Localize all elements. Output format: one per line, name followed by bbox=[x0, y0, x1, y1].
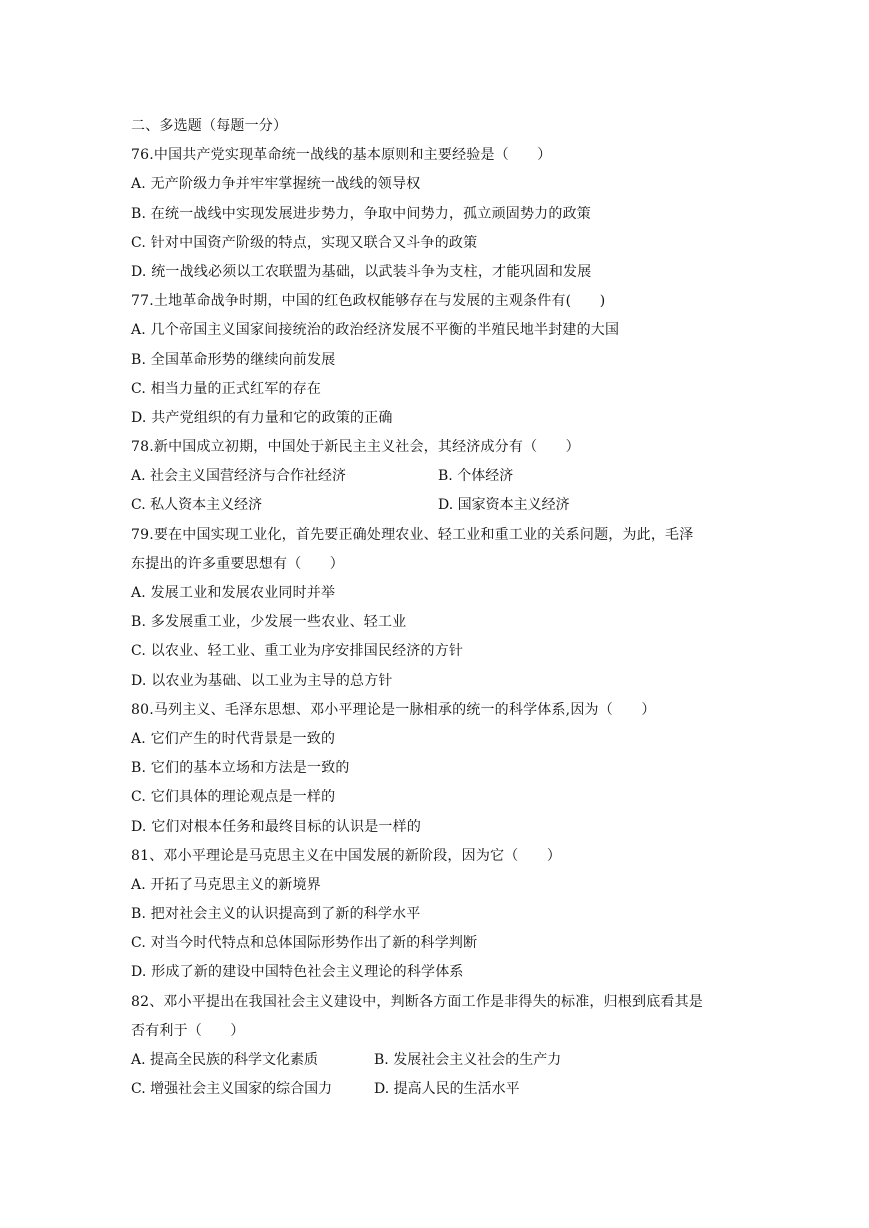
question-82-option-a: A. 提高全民族的科学文化素质 bbox=[131, 1052, 319, 1068]
question-80-option-c: C. 它们具体的理论观点是一样的 bbox=[131, 789, 336, 806]
question-77-stem: 77.土地革命战争时期，中国的红色政权能够存在与发展的主观条件有( ) bbox=[131, 293, 606, 310]
question-80-option-a: A. 它们产生的时代背景是一致的 bbox=[131, 730, 336, 747]
question-82-options-row-2 bbox=[131, 1075, 751, 1104]
question-82-stem-line-1: 82、邓小平提出在我国社会主义建设中，判断各方面工作是非得失的标准，归根到底看其是 bbox=[131, 993, 704, 1010]
question-80-option-b: B. 它们的基本立场和方法是一致的 bbox=[131, 760, 350, 777]
question-81-option-b: B. 把对社会主义的认识提高到了新的科学水平 bbox=[131, 906, 421, 923]
question-79-option-d: D. 以农业为基础、以工业为主导的总方针 bbox=[131, 672, 393, 689]
question-82-option-d: D. 提高人民的生活水平 bbox=[374, 1081, 520, 1098]
question-78-option-a: A. 社会主义国营经济与合作社经济 bbox=[131, 468, 347, 485]
question-78-options-row-2 bbox=[131, 491, 751, 520]
question-78-option-b: B. 个体经济 bbox=[438, 468, 514, 485]
question-76-option-d: D. 统一战线必须以工农联盟为基础，以武装斗争为支柱，才能巩固和发展 bbox=[131, 263, 592, 280]
question-82-stem-line-2: 否有利于（ ） bbox=[131, 1022, 245, 1039]
question-77-option-d: D. 共产党组织的有力量和它的政策的正确 bbox=[131, 409, 393, 426]
question-79-stem-line-1: 79.要在中国实现工业化，首先要正确处理农业、轻工业和重工业的关系问题，为此，毛泽 bbox=[131, 526, 694, 543]
section-header: 二、多选题（每题一分） bbox=[131, 118, 288, 134]
question-81-option-d: D. 形成了新的建设中国特色社会主义理论的科学体系 bbox=[131, 964, 464, 981]
question-79-option-b: B. 多发展重工业，少发展一些农业、轻工业 bbox=[131, 614, 407, 631]
question-80-stem: 80.马列主义、毛泽东思想、邓小平理论是一脉相承的统一的科学体系,因为（ ） bbox=[131, 701, 656, 718]
question-78-option-d: D. 国家资本主义经济 bbox=[438, 497, 570, 514]
question-79-stem-line-2: 东提出的许多重要思想有（ ） bbox=[131, 555, 344, 572]
question-82-options-row-1 bbox=[131, 1046, 751, 1075]
question-81-option-a: A. 开拓了马克思主义的新境界 bbox=[131, 876, 322, 893]
question-79-option-c: C. 以农业、轻工业、重工业为序安排国民经济的方针 bbox=[131, 643, 464, 660]
question-78-stem: 78.新中国成立初期，中国处于新民主主义社会，其经济成分有（ ） bbox=[131, 439, 580, 456]
question-80-option-d: D. 它们对根本任务和最终目标的认识是一样的 bbox=[131, 818, 422, 835]
question-82-option-c: C. 增强社会主义国家的综合国力 bbox=[131, 1081, 333, 1098]
question-78-options-row-1 bbox=[131, 462, 751, 491]
question-82-option-b: B. 发展社会主义社会的生产力 bbox=[374, 1052, 562, 1068]
question-79-option-a: A. 发展工业和发展农业同时并举 bbox=[131, 585, 336, 601]
question-81-stem: 81、邓小平理论是马克思主义在中国发展的新阶段，因为它（ ） bbox=[131, 847, 562, 864]
question-76-option-b: B. 在统一战线中实现发展进步势力，争取中间势力，孤立顽固势力的政策 bbox=[131, 205, 591, 222]
question-77-option-c: C. 相当力量的正式红军的存在 bbox=[131, 380, 322, 397]
question-76-stem: 76.中国共产党实现革命统一战线的基本原则和主要经验是（ ） bbox=[131, 147, 552, 164]
question-76-option-a: A. 无产阶级力争并牢牢掌握统一战线的领导权 bbox=[131, 176, 421, 193]
question-81-option-c: C. 对当今时代特点和总体国际形势作出了新的科学判断 bbox=[131, 935, 478, 952]
question-76-option-c: C. 针对中国资产阶级的特点，实现又联合又斗争的政策 bbox=[131, 234, 478, 251]
question-77-option-a: A. 几个帝国主义国家间接统治的政治经济发展不平衡的半殖民地半封建的大国 bbox=[131, 322, 620, 339]
question-77-option-b: B. 全国革命形势的继续向前发展 bbox=[131, 351, 336, 368]
question-list bbox=[131, 112, 751, 1104]
question-78-option-c: C. 私人资本主义经济 bbox=[131, 497, 263, 514]
